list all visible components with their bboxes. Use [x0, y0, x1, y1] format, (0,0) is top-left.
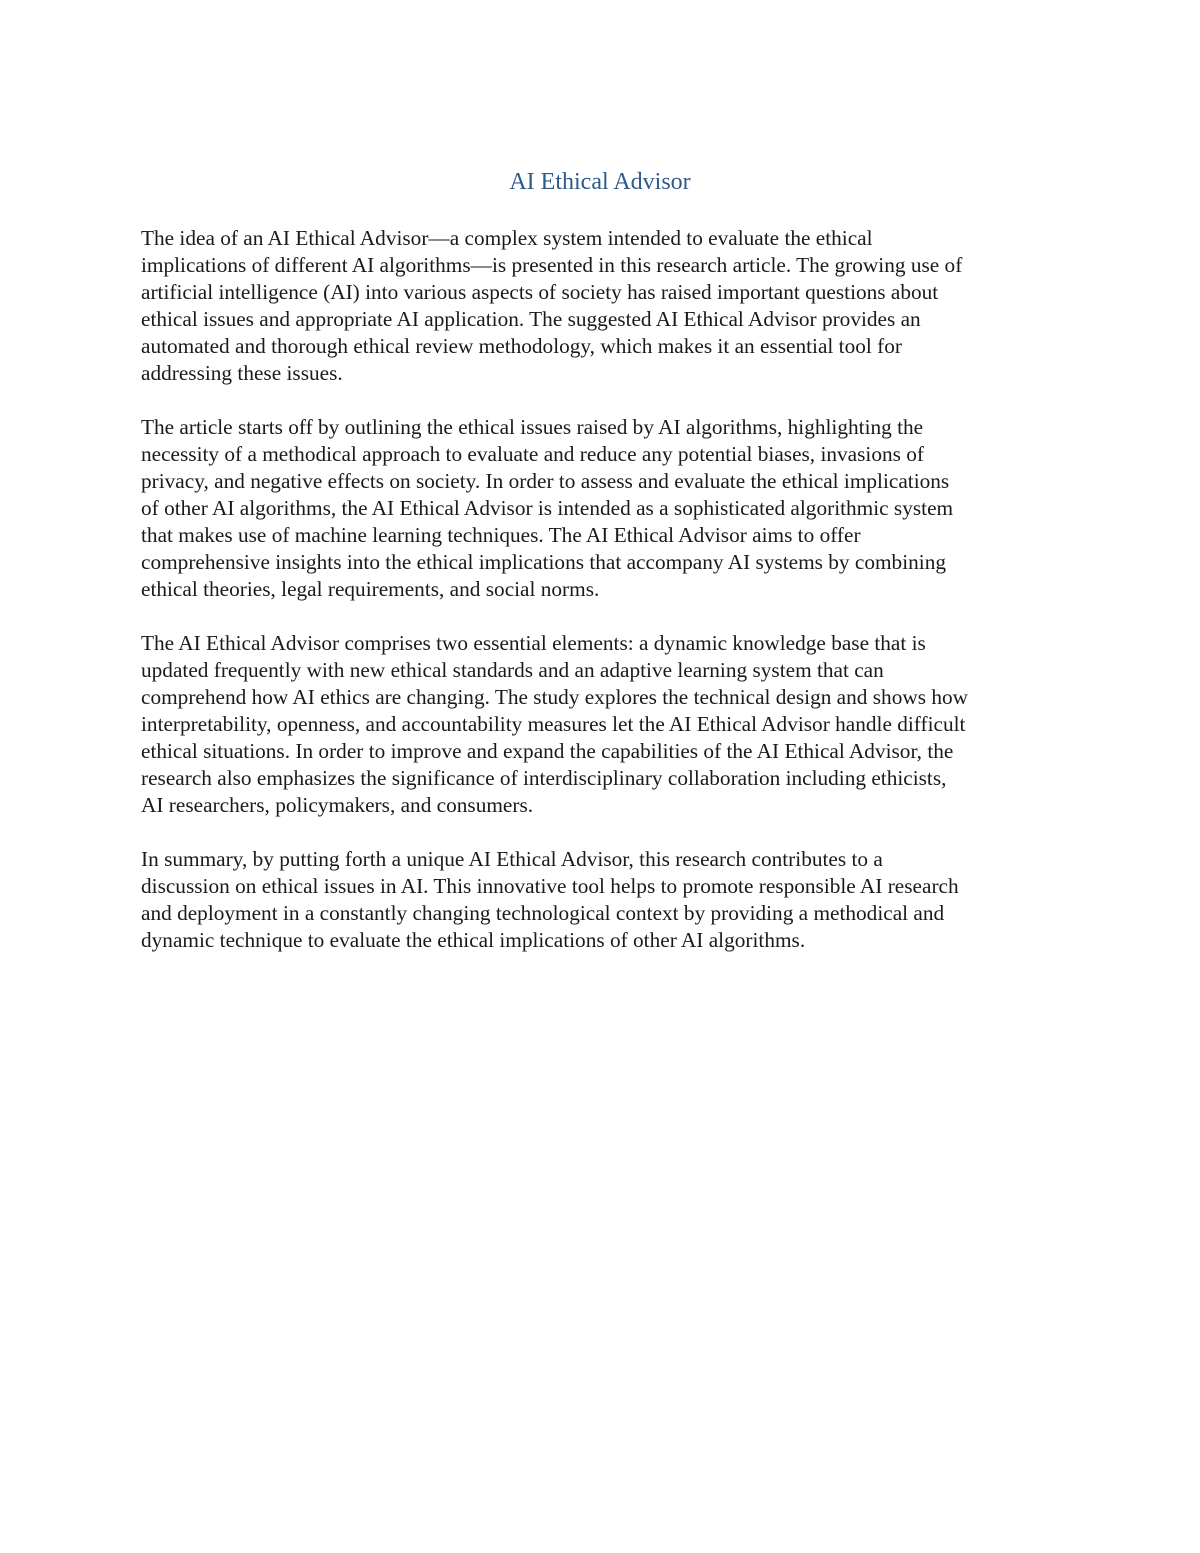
- text-line: In summary, by putting forth a unique AI Ethical Advisor, this research contributes to a: [141, 847, 883, 871]
- text-line: research also emphasizes the significance of interdisciplinary collaboration including ethicists,: [141, 766, 947, 790]
- text-line: artificial intelligence (AI) into various aspects of society has raised important questions about: [141, 280, 939, 304]
- text-line: discussion on ethical issues in AI. This innovative tool helps to promote responsible AI research: [141, 874, 959, 898]
- text-line: The idea of an AI Ethical Advisor—a complex system intended to evaluate the ethical: [141, 226, 873, 250]
- text-line: automated and thorough ethical review methodology, which makes it an essential tool for: [141, 334, 902, 358]
- paragraph-2: [141, 414, 1061, 603]
- paragraph-3: [141, 630, 1061, 819]
- text-line: and deployment in a constantly changing technological context by providing a methodical and: [141, 901, 945, 925]
- text-line: updated frequently with new ethical standards and an adaptive learning system that can: [141, 658, 884, 682]
- paragraph-4: [141, 846, 1061, 954]
- text-line: ethical issues and appropriate AI application. The suggested AI Ethical Advisor provides an: [141, 307, 921, 331]
- text-line: necessity of a methodical approach to evaluate and reduce any potential biases, invasions of: [141, 442, 924, 466]
- text-line: The AI Ethical Advisor comprises two essential elements: a dynamic knowledge base that is: [141, 631, 926, 655]
- text-line: dynamic technique to evaluate the ethical implications of other AI algorithms.: [141, 928, 806, 952]
- text-line: privacy, and negative effects on society. In order to assess and evaluate the ethical implications: [141, 469, 950, 493]
- text-line: addressing these issues.: [141, 361, 343, 385]
- text-line: The article starts off by outlining the ethical issues raised by AI algorithms, highlighting the: [141, 415, 924, 439]
- text-line: of other AI algorithms, the AI Ethical Advisor is intended as a sophisticated algorithmic system: [141, 496, 954, 520]
- text-line: ethical theories, legal requirements, and social norms.: [141, 577, 600, 601]
- document-title: AI Ethical Advisor: [509, 169, 691, 195]
- document-body: [141, 225, 1061, 981]
- text-line: implications of different AI algorithms—is presented in this research article. The growing use of: [141, 253, 963, 277]
- text-line: ethical situations. In order to improve and expand the capabilities of the AI Ethical Advisor, the: [141, 739, 954, 763]
- text-line: comprehend how AI ethics are changing. The study explores the technical design and shows how: [141, 685, 969, 709]
- text-line: comprehensive insights into the ethical implications that accompany AI systems by combining: [141, 550, 946, 574]
- paragraph-1: [141, 225, 1061, 387]
- text-line: interpretability, openness, and accountability measures let the AI Ethical Advisor handle difficult: [141, 712, 966, 736]
- text-line: that makes use of machine learning techniques. The AI Ethical Advisor aims to offer: [141, 523, 861, 547]
- text-line: AI researchers, policymakers, and consumers.: [141, 793, 534, 817]
